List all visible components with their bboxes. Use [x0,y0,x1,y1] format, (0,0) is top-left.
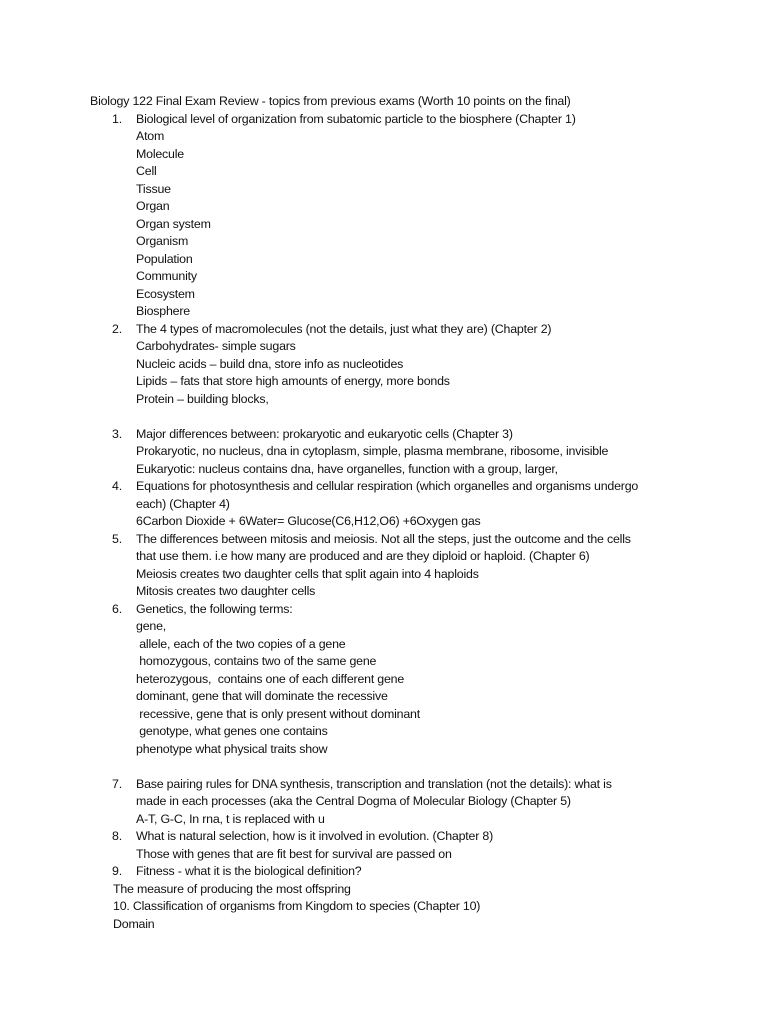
item-number: 9. [112,864,122,878]
list-item-1 [90,111,710,321]
answer-line: dominant, gene that will dominate the recessive [136,689,388,703]
answer-line: allele, each of the two copies of a gene [136,636,346,651]
question-line-continued: made in each processes (aka the Central Dogma of Molecular Biology (Chapter 5) [136,794,571,808]
list-item-10 [90,898,710,933]
question-line: 5. The differences between mitosis and meiosis. Not all the steps, just the outcome and the cells [90,531,710,549]
answer-line: phenotype what physical traits show [136,741,328,756]
item-number: 6. [112,601,122,616]
list-item-8 [90,828,710,863]
answer-line: Organ system [136,216,211,231]
question-line: 8. What is natural selection, how is it involved in evolution. (Chapter 8) [90,828,710,846]
item-number: 2. [112,321,122,336]
question-line: 2. The 4 types of macromolecules (not the details, just what they are) (Chapter 2) [90,321,710,339]
answer-line: Domain [113,916,155,931]
item-number: 8. [112,829,122,843]
answer-line: Community [136,269,197,283]
answer-line: Cell [136,164,157,178]
answer-line: The measure of producing the most offspring [113,881,351,896]
answer-line: Protein – building blocks, [136,391,269,406]
answer-line: Population [136,251,193,266]
question-line: 3. Major differences between: prokaryotic and eukaryotic cells (Chapter 3) [90,426,710,444]
answer-line: Molecule [136,146,184,161]
item-number: 4. [112,479,122,493]
answer-line: Mitosis creates two daughter cells [136,584,316,598]
page-title: Biology 122 Final Exam Review - topics from previous exams (Worth 10 points on the final) [90,94,571,108]
item-number: 7. [112,776,122,791]
answer-line: Carbohydrates- simple sugars [136,339,296,353]
answer-line: homozygous, contains two of the same gene [136,654,377,668]
answer-line: genotype, what genes one contains [136,724,328,738]
answer-line: Tissue [136,181,171,196]
question-line: 6. Genetics, the following terms: [90,601,710,619]
answer-line: 6Carbon Dioxide + 6Water= Glucose(C6,H12,O6) +6Oxygen gas [136,514,481,528]
list-item-9 [90,863,710,898]
list-item-5 [90,531,710,601]
blank-line [90,408,710,426]
question-line: 1. Biological level of organization from subatomic particle to the biosphere (Chapter 1) [90,111,710,129]
question-line: 10. Classification of organisms from Kingdom to species (Chapter 10) [113,899,481,913]
item-number: 3. [112,426,122,441]
list-item-7 [90,776,710,829]
list-item-2 [90,321,710,426]
answer-line: Nucleic acids – build dna, store info as nucleotides [136,356,404,371]
list-item-4 [90,478,710,531]
answer-line: recessive, gene that is only present without dominant [136,706,420,721]
answer-line: Ecosystem [136,286,195,301]
question-line: 7. Base pairing rules for DNA synthesis, transcription and translation (not the details): what is [90,776,710,794]
item-number: 1. [112,111,122,126]
answer-line: Biosphere [136,304,190,318]
answer-line: Atom [136,129,165,143]
answer-line: gene, [136,619,167,633]
answer-line: heterozygous, contains one of each different gene [136,671,405,686]
list-item-6 [90,601,710,776]
question-line: 4. Equations for photosynthesis and cellular respiration (which organelles and organisms undergo [90,478,710,496]
answer-line: Meiosis creates two daughter cells that split again into 4 haploids [136,566,479,581]
answer-line: Lipids – fats that store high amounts of energy, more bonds [136,374,450,388]
blank-line [90,758,710,776]
question-line-continued: that use them. i.e how many are produced and are they diploid or haploid. (Chapter 6) [136,549,590,563]
answer-line: Organism [136,234,189,248]
answer-line: A-T, G-C, In rna, t is replaced with u [136,811,325,826]
list-item-3 [90,426,710,479]
document-body [90,93,710,933]
item-number: 5. [112,531,122,546]
answer-line: Those with genes that are fit best for survival are passed on [136,846,452,861]
question-line-continued: each) (Chapter 4) [136,496,230,511]
answer-line: Eukaryotic: nucleus contains dna, have organelles, function with a group, larger, [136,461,558,476]
question-line: 9. Fitness - what it is the biological definition? [90,863,710,881]
answer-line: Organ [136,199,170,213]
answer-line: Prokaryotic, no nucleus, dna in cytoplasm, simple, plasma membrane, ribosome, invisible [136,444,609,458]
